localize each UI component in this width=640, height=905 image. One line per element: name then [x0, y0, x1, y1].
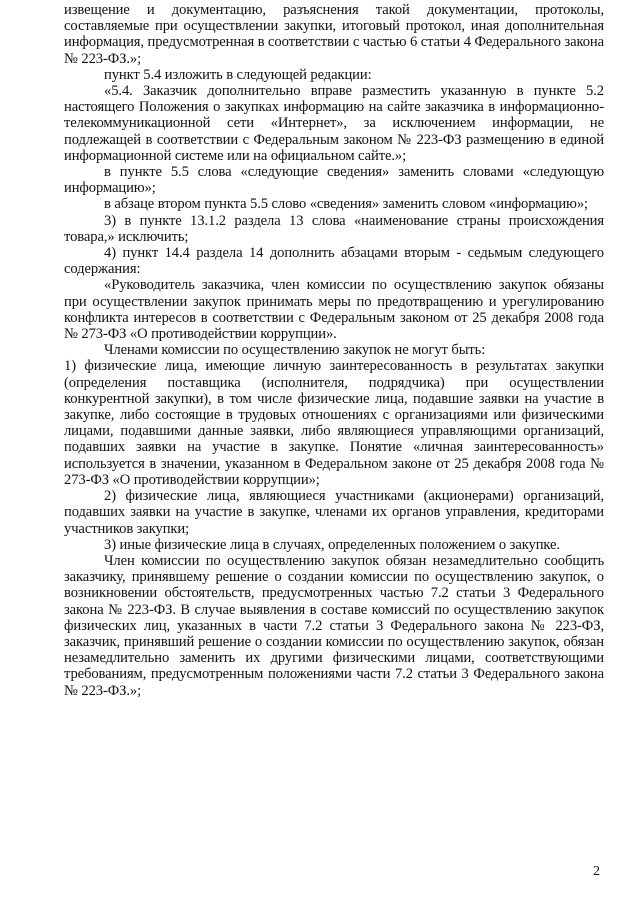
paragraph-subitem-3: 3) иные физические лица в случаях, определенных положением о закупке.: [104, 536, 560, 553]
paragraph-clause-5-5: в пункте 5.5 слова «следующие сведения» заменить словами «следующую информацию»;: [64, 164, 604, 197]
paragraph-subitem-2: 2) физические лица, являющиеся участниками (акционерами) организаций, подавших заявки на участие в закупке, членами их органов управления, кредиторами участников закупки;: [64, 488, 604, 537]
paragraph-head-duties: «Руководитель заказчика, член комиссии по осуществлению закупок обязаны при осуществлении закупок принимать меры по предотвращению и урегулированию конфликта интересов в соответствии с Федеральным законом от 25 декабря 2008 года № 273-ФЗ «О противодействии коррупции».: [64, 277, 604, 343]
paragraph-clause-5-4-text: «5.4. Заказчик дополнительно вправе разместить указанную в пункте 5.2 настоящего Положения о закупках информацию на сайте заказчика в информационно-телекоммуникационной сети «Интернет», за исключением информации, не подлежащей в соответствии с Федеральным законом № 223-ФЗ размещению в единой информационной системе или на официальном сайте.»;: [64, 83, 604, 164]
paragraph-clause-5-5-second: в абзаце втором пункта 5.5 слово «сведения» заменить словом «информацию»;: [104, 196, 588, 213]
page-number: 2: [593, 864, 600, 879]
paragraph-clause-5-4-intro: пункт 5.4 изложить в следующей редакции:: [104, 66, 372, 83]
paragraph-continuation: извещение и документацию, разъяснения такой документации, протоколы, составляемые при осуществлении закупки, итоговый протокол, иная дополнительная информация, предусмотренная в соответствии с частью 6 статьи 4 Федерального закона № 223-ФЗ.»;: [64, 2, 604, 67]
paragraph-member-obligation: Член комиссии по осуществлению закупок обязан незамедлительно сообщить заказчику, принявшему решение о создании комиссии по осуществлению закупок, о возникновении обстоятельств, предусмотренных частью 7.2 статьи 3 Федерального закона № 223-ФЗ. В случае выявления в составе комиссий по осуществлению закупок физических лиц, указанных в части 7.2 статьи 3 Федерального закона № 223-ФЗ, заказчик, принявший решение о создании комиссии по осуществлению закупок, обязан незамедлительно заменить их другими физическими лицами, соответствующими требованиям, предусмотренным положениями части 7.2 статьи 3 Федерального закона № 223-ФЗ.»;: [64, 552, 604, 699]
paragraph-item-4: 4) пункт 14.4 раздела 14 дополнить абзацами вторым - седьмым следующего содержания:: [64, 245, 604, 278]
paragraph-subitem-1: 1) физические лица, имеющие личную заинтересованность в результатах закупки (определения поставщика (исполнителя, подрядчика) при осуществлении конкурентной закупки), в том числе физические лица, подавшие заявки на участие в закупке, либо состоящие в трудовых отношениях с организациями или физическими лицами, подавшими данные заявки, либо являющиеся управляющими организаций, подавших заявки на участие в закупке. Понятие «личная заинтересованность» используется в значении, указанном в Федеральном законе от 25 декабря 2008 года № 273-ФЗ «О противодействии коррупции»;: [64, 358, 604, 488]
paragraph-members-restriction: Членами комиссии по осуществлению закупок не могут быть:: [104, 342, 486, 359]
paragraph-item-3: 3) в пункте 13.1.2 раздела 13 слова «наименование страны происхождения товара,» исключить;: [64, 212, 604, 245]
